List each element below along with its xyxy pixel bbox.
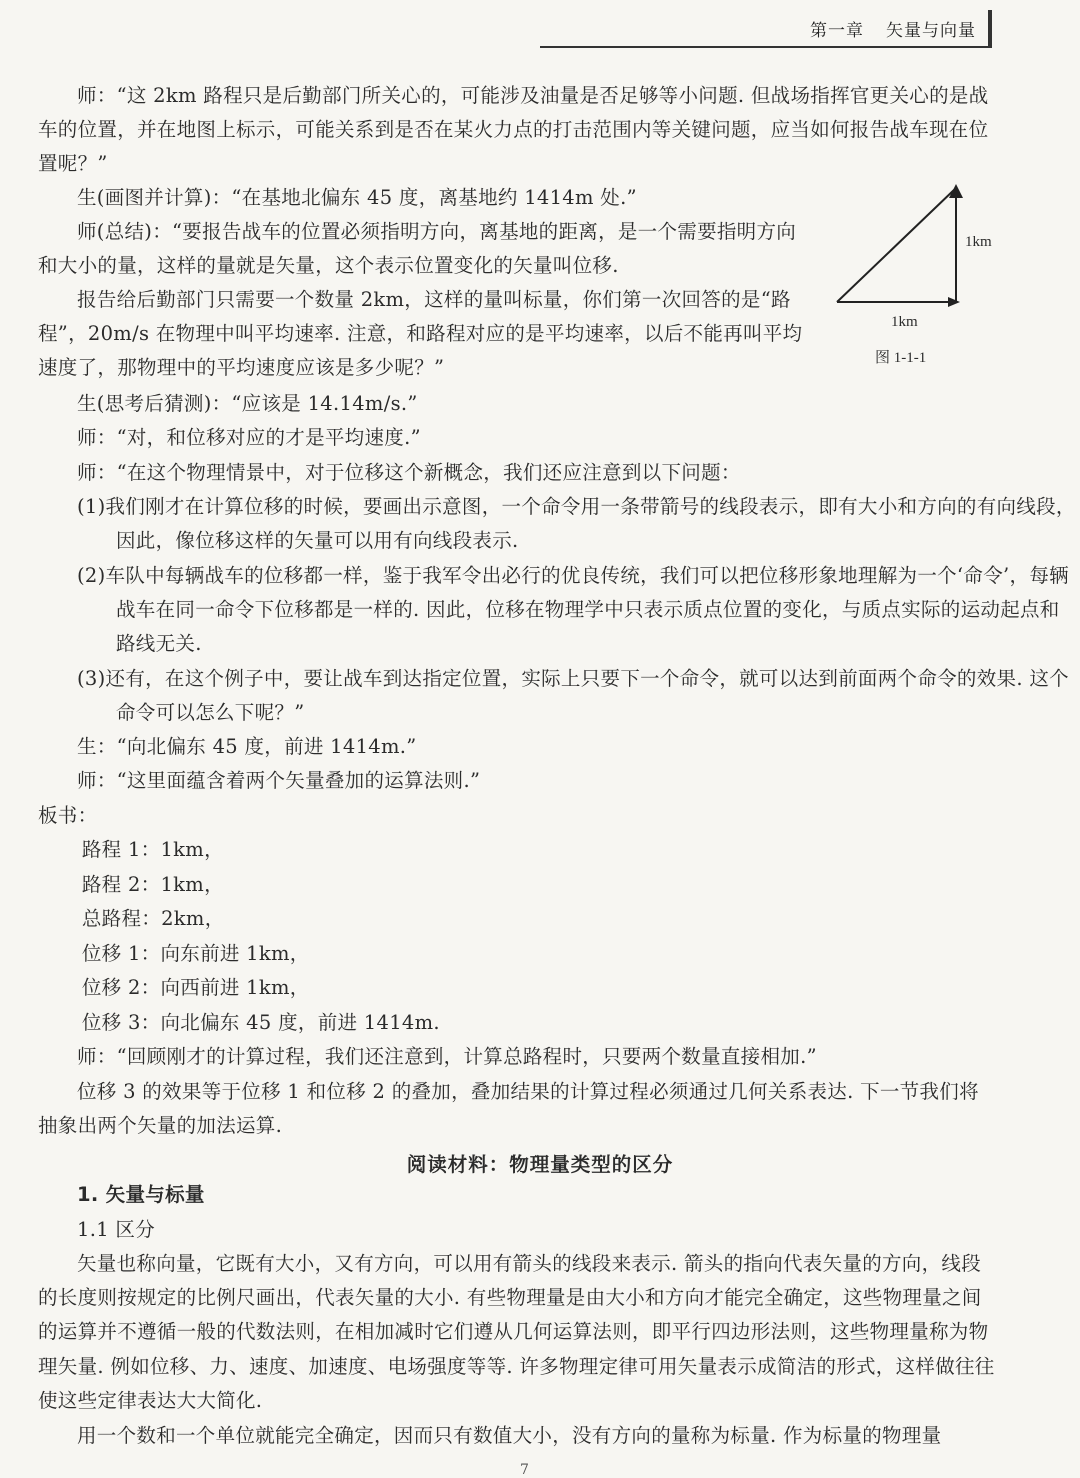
running-header — [540, 10, 988, 48]
paragraph: 用一个数和一个单位就能完全确定，因而只有数值大小，没有方向的量称为标量. 作为标量的物理量 — [77, 1424, 942, 1447]
header-edge-bar — [988, 10, 992, 48]
board-item: 位移 2：向西前进 1km， — [81, 976, 310, 999]
paragraph: 师：“回顾刚才的计算过程，我们还注意到，计算总路程时，只要两个数量直接相加.” — [77, 1045, 817, 1068]
board-item: 路程 1：1km， — [81, 838, 224, 861]
board-item: 总路程：2km， — [81, 907, 225, 930]
paragraph: 生(思考后猜测)：“应该是 14.14m/s.” — [77, 392, 418, 415]
page-number: 7 — [520, 1462, 529, 1478]
subsection-heading: 1.1 区分 — [77, 1218, 156, 1241]
right-triangle-diagram — [825, 178, 1005, 368]
arrow-head-icon — [948, 297, 960, 307]
paragraph: 师：“这里面蕴含着两个矢量叠加的运算法则.” — [77, 769, 481, 792]
paragraph: 师：“这 2km 路程只是后勤部门所关心的，可能涉及油量是否足够等小问题. 但战场指挥官更关心的是战车的位置，并在地图上标示，可能关系到是否在某火力点的打击范围内等关键问题，应当如何报告战车现在位置呢？” — [38, 84, 989, 176]
side-label: 1km — [965, 234, 992, 250]
bottom-label: 1km — [891, 314, 918, 330]
paragraph: 师：“对，和位移对应的才是平均速度.” — [77, 426, 421, 449]
list-item: (1)我们刚才在计算位移的时候，要画出示意图，一个命令用一条带箭号的线段表示，即有大小和方向的有向线段，因此，像位移这样的矢量可以用有向线段表示. — [77, 495, 1076, 553]
list-item: (3)还有，在这个例子中，要让战车到达指定位置，实际上只要下一个命令，就可以达到前面两个命令的效果. 这个命令可以怎么下呢？” — [77, 667, 1069, 725]
paragraph: 矢量也称向量，它既有大小，又有方向，可以用有箭头的线段来表示. 箭头的指向代表矢量的方向，线段的长度则按规定的比例尺画出，代表矢量的大小. 有些物理量是由大小和方向才能完全确定，这些物理量之间的运算并不遵循一般的代数法则，在相加减时它们遵从几何运算法则，即平行四边形法则，这些物理量称为物理矢量. 例如位移、力、速度、加速度、电场强度等等. 许多物理定律可用矢量表示成简洁的形式，这样做往往使这些定律表达大大简化. — [38, 1252, 995, 1412]
chapter-title: 矢量与向量 — [886, 20, 976, 41]
board-item: 位移 1：向东前进 1km， — [81, 942, 310, 965]
arrow-head-icon — [949, 184, 963, 198]
list-item: (2)车队中每辆战车的位移都一样，鉴于我军令出必行的优良传统，我们可以把位移形象地理解为一个‘命令’，每辆战车在同一命令下位移都是一样的. 因此，位移在物理学中只表示质点位置的变化，与质点实际的运动起点和路线无关. — [77, 564, 1069, 656]
paragraph: 师：“在这个物理情景中，对于位移这个新概念，我们还应注意到以下问题： — [77, 461, 741, 484]
paragraph: 位移 3 的效果等于位移 1 和位移 2 的叠加，叠加结果的计算过程必须通过几何关系表达. 下一节我们将抽象出两个矢量的加法运算. — [38, 1080, 979, 1138]
figure-1-1-1 — [825, 178, 1005, 368]
board-item: 位移 3：向北偏东 45 度，前进 1414m. — [81, 1011, 440, 1034]
paragraph: 生：“向北偏东 45 度，前进 1414m.” — [77, 735, 417, 758]
paragraph: 板书： — [38, 804, 98, 827]
paragraph: 生(画图并计算)：“在基地北偏东 45 度，离基地约 1414m 处.” — [77, 186, 637, 209]
paragraph: 报告给后勤部门只需要一个数量 2km，这样的量叫标量，你们第一次回答的是“路程”，20m/s 在物理中叫平均速率. 注意，和路程对应的是平均速率，以后不能再叫平均速度了，那物理中的平均速度应该是多少呢？” — [38, 288, 803, 380]
paragraph: 师(总结)：“要报告战车的位置必须指明方向，离基地的距离，是一个需要指明方向和大小的量，这样的量就是矢量，这个表示位置变化的矢量叫位移. — [38, 220, 797, 278]
figure-caption: 图 1-1-1 — [875, 350, 927, 366]
reading-material-title: 阅读材料：物理量类型的区分 — [406, 1153, 674, 1176]
board-item: 路程 2：1km， — [81, 873, 224, 896]
chapter-label: 第一章 — [810, 20, 864, 41]
hypotenuse — [837, 188, 956, 302]
section-heading: 1. 矢量与标量 — [77, 1183, 205, 1206]
